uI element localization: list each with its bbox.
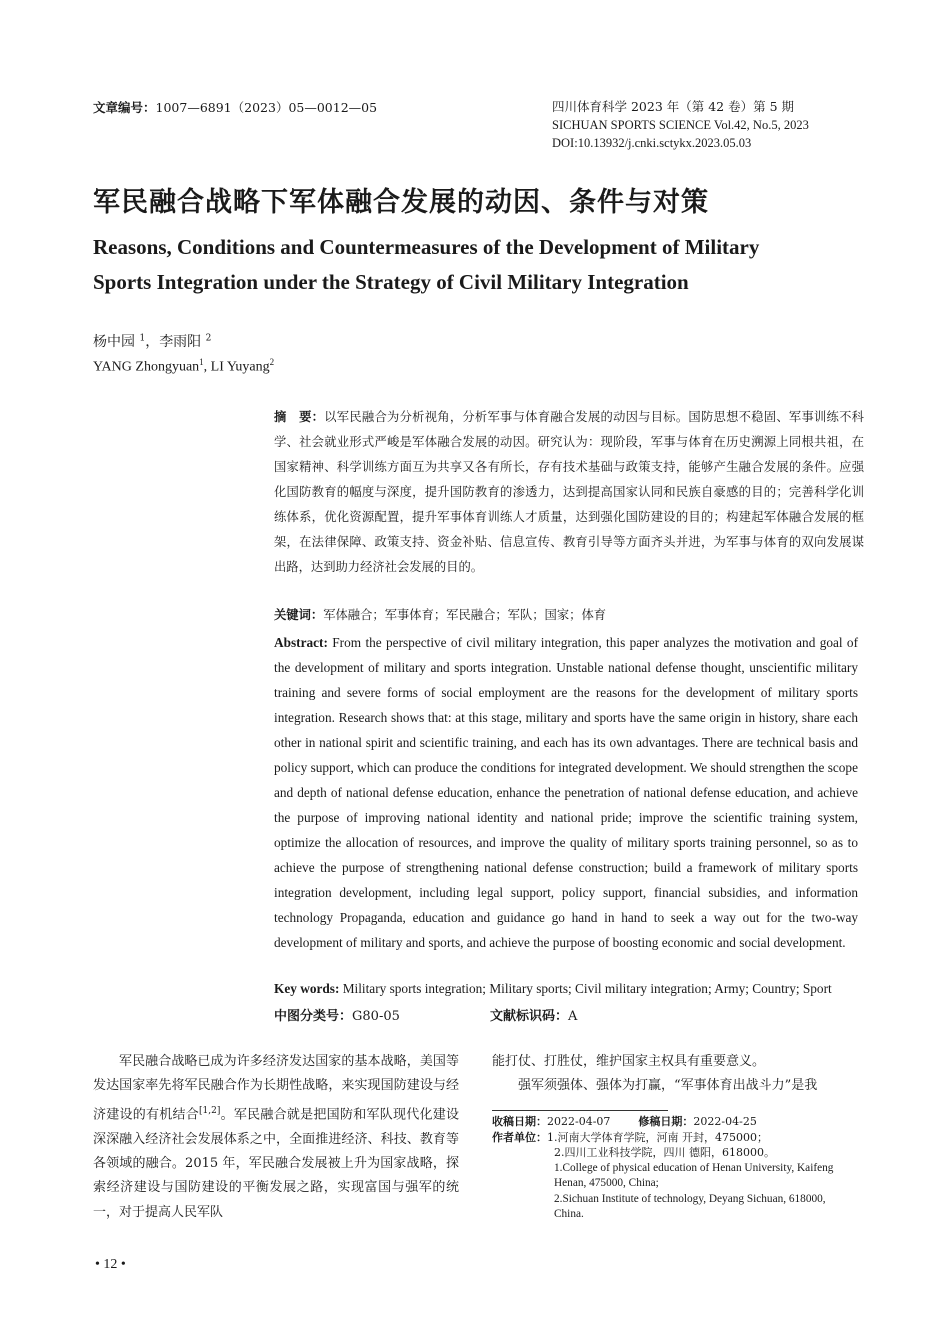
affiliation-label: 作者单位： <box>492 1130 547 1144</box>
body-left-text-b: 。军民融合就是把国防和军队现代化建设深深融入经济社会发展体系之中，全面推进经济、科技、教育等各领域的融合。2015 年，军民融合发展被上升为国家战略，探索经济建设与国防建设的平衡发展之路，实现富国与强军的统一，对于提高人民军队 <box>93 1107 459 1220</box>
revised-label: 修稿日期： <box>638 1115 694 1128</box>
received-label: 收稿日期： <box>492 1115 547 1128</box>
journal-cn: 四川体育科学 2023 年（第 42 卷）第 5 期 <box>552 99 795 114</box>
abstract-english-text: From the perspective of civil military integration, this paper analyzes the motivation and goal of the development of military and sports integration. Unstable national defense thought, unscientific military training and severe forms of social employment are the reasons for the development of military sports integration. Research shows that: at this stage, military and sports have the same origin in history, share each other in national spirit and scientific training, and each has its own advantages. There are technical basis and policy support, which can produce the conditions for integrated development. We should strengthen the scope and depth of national defense education, enhance the penetration of national defense education, and achieve the purpose of improving national identity and national pride; improve the scientific training system, optimize the allocation of resources, and improve the quality of military sports training personnel, so as to achieve the purpose of strengthening national defense construction; build a framework of military sports integration development, including legal support, policy support, financial subsidies, and information technology Propaganda, education and guidance go hand in hand to seek a way out for the two-way development of military and sports, and achieve the purpose of boosting economic and social development. <box>274 635 859 950</box>
affiliation-2-en-a: 2.Sichuan Institute of technology, Deyang Sichuan, 618000, <box>554 1192 826 1205</box>
affiliation-2-cn: 2.四川工业科技学院，四川 德阳，618000。 <box>554 1146 775 1159</box>
keywords-english-text: Military sports integration; Military sports; Civil military integration; Army; Country; Sport <box>342 981 832 996</box>
body-left-text-a: 军民融合战略已成为许多经济发达国家的基本战略，美国等发达国家率先将军民融合作为长期性战略，来实现国防建设与经济建设的有机结合 <box>93 1054 459 1123</box>
author-1-en-sup: 1 <box>199 357 204 367</box>
authors-english <box>93 357 274 376</box>
citation-1-2: [1,2] <box>199 1105 221 1116</box>
document-code <box>490 1005 577 1024</box>
title-english <box>93 230 873 300</box>
received-date: 2022-04-07 <box>547 1115 611 1128</box>
keywords-chinese <box>274 605 864 623</box>
article-number-value: 1007—6891（2023）05—0012—05 <box>155 100 378 115</box>
clc-value: G80-05 <box>352 1009 400 1024</box>
doi: DOI:10.13932/j.cnki.sctykx.2023.05.03 <box>552 136 752 150</box>
page-number: • 12 • <box>95 1257 126 1272</box>
keywords-chinese-text: 军体融合；军事体育；军民融合；军队；国家；体育 <box>323 608 607 622</box>
classification-row <box>274 1005 864 1024</box>
title-english-line2: Sports Integration under the Strategy of Civil Military Integration <box>93 270 689 294</box>
author-cn-separator: ， <box>145 334 160 350</box>
doc-code-value: A <box>568 1009 578 1024</box>
article-number <box>93 98 377 116</box>
title-chinese: 军民融合战略下军体融合发展的动因、条件与对策 <box>93 187 709 218</box>
abstract-english <box>274 630 858 955</box>
author-en-separator: , <box>203 359 211 375</box>
footnote-dates <box>492 1114 862 1130</box>
abstract-chinese-text: 以军民融合为分析视角，分析军事与体育融合发展的动因与目标。国防思想不稳固、军事训练不科学、社会就业形式严峻是军体融合发展的动因。研究认为：现阶段，军事与体育在历史溯源上同根共祖，在国家精神、科学训练方面互为共享又各有所长，存有技术基础与政策支持，能够产生融合发展的条件。应强化国防教育的幅度与深度，提升国防教育的渗透力，达到提高国家认同和民族自豪感的目的；完善科学化训练体系，优化资源配置，提升军事体育训练人才质量，达到强化国防建设的目的；构建起军体融合发展的框架，在法律保障、政策支持、资金补贴、信息宣传、教育引导等方面齐头并进，为军事与体育的双向发展谋出路，达到助力经济社会发展的目的。 <box>274 410 864 574</box>
footnote <box>492 1114 862 1223</box>
abstract-english-label: Abstract: <box>274 635 328 650</box>
keywords-english <box>274 981 864 997</box>
affiliation-1-en-a: 1.College of physical education of Henan University, Kaifeng <box>554 1161 834 1174</box>
authors-chinese <box>93 331 211 351</box>
body-right-column <box>492 1050 862 1099</box>
journal-info <box>552 98 809 152</box>
abstract-chinese-label: 摘 要： <box>274 410 325 424</box>
author-1-cn-sup: 1 <box>139 333 146 344</box>
author-1-en: YANG Zhongyuan <box>93 359 200 375</box>
body-right-para-1: 能打仗、打胜仗，维护国家主权具有重要意义。 <box>492 1054 766 1069</box>
keywords-english-label: Key words: <box>274 981 340 996</box>
title-english-line1: Reasons, Conditions and Countermeasures of the Development of Military <box>93 235 760 259</box>
abstract-chinese <box>274 405 864 580</box>
author-1-cn: 杨中园 <box>93 334 135 350</box>
author-2-cn: 李雨阳 <box>159 334 202 350</box>
affiliation-2-en-b: China. <box>554 1208 584 1220</box>
author-2-en-sup: 2 <box>269 357 275 367</box>
article-number-label: 文章编号： <box>93 100 156 115</box>
author-2-en: LI Yuyang <box>210 359 270 375</box>
doc-code-label: 文献标识码： <box>490 1009 569 1024</box>
body-left-column <box>93 1050 459 1225</box>
clc-label: 中图分类号： <box>274 1009 353 1024</box>
footnote-divider <box>492 1110 668 1111</box>
keywords-chinese-label: 关键词： <box>274 608 324 622</box>
revised-date: 2022-04-25 <box>693 1115 757 1128</box>
footnote-affil-1 <box>492 1130 862 1146</box>
author-2-cn-sup: 2 <box>205 333 212 344</box>
body-right-para-2: 强军须强体、强体为打赢，“军事体育出战斗力”是我 <box>518 1078 818 1094</box>
affiliation-1-en-b: Henan, 475000, China; <box>554 1177 659 1189</box>
affiliation-1-cn: 1.河南大学体育学院，河南 开封，475000； <box>547 1130 768 1144</box>
journal-en: SICHUAN SPORTS SCIENCE Vol.42, No.5, 2023 <box>552 118 809 132</box>
